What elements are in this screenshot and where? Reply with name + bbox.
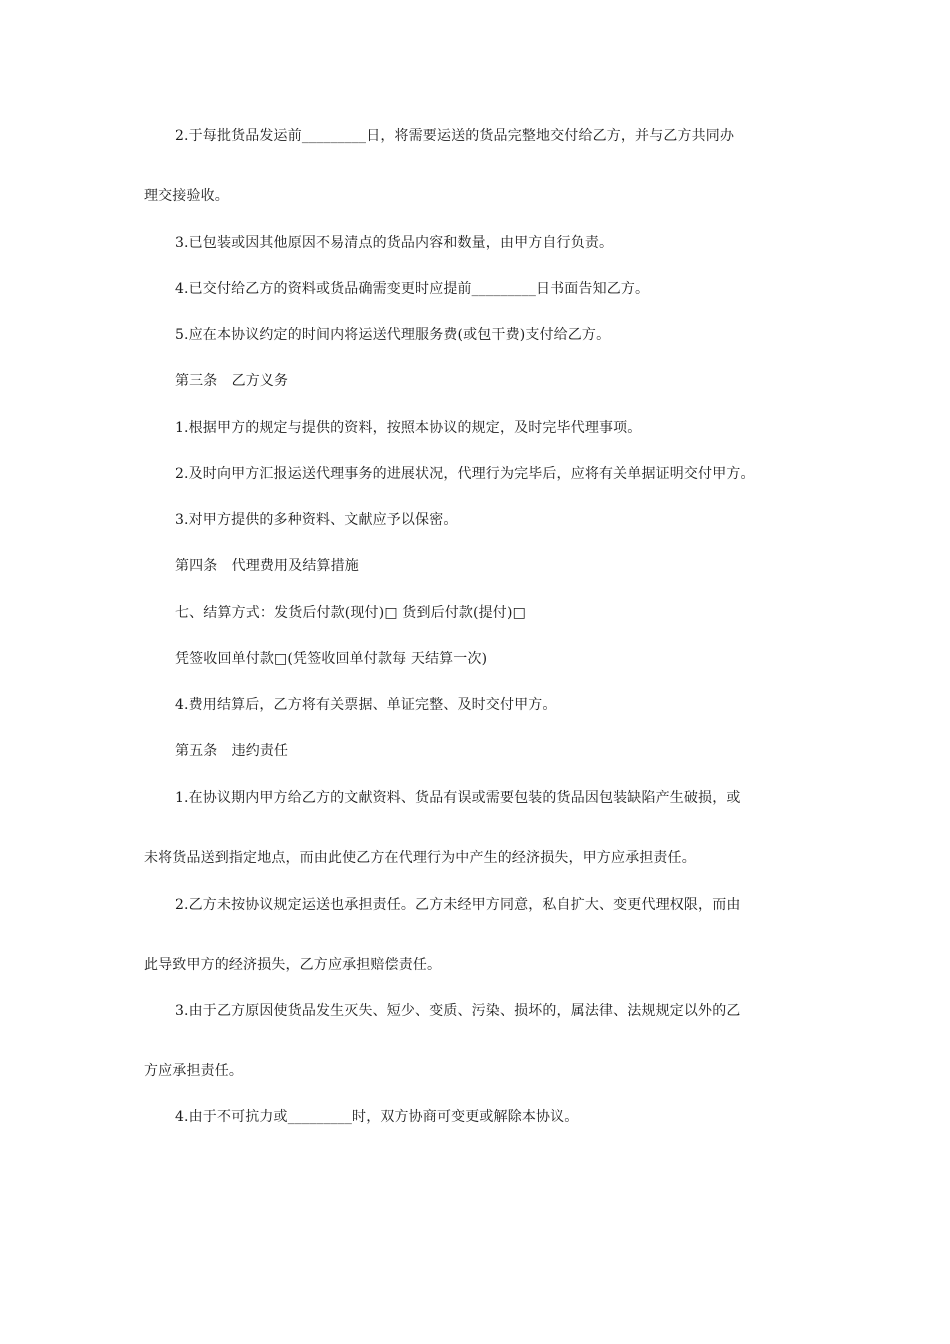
paragraph-liability-2-continued: 此导致甲方的经济损失，乙方应承担赔偿责任。 — [144, 957, 442, 973]
paragraph-obligation-2-continued: 理交接验收。 — [144, 188, 229, 204]
paragraph-liability-3: 3.由于乙方原因使货品发生灭失、短少、变质、污染、损坏的，属法律、法规规定以外的乙 — [175, 1003, 741, 1019]
paragraph-party-b-duty-2: 2.及时向甲方汇报运送代理事务的进展状况，代理行为完毕后，应将有关单据证明交付甲方。 — [175, 466, 755, 482]
paragraph-liability-2: 2.乙方未按协议规定运送也承担责任。乙方未经甲方同意，私自扩大、变更代理权限，而由 — [175, 897, 741, 913]
section-heading-article-3: 第三条 乙方义务 — [175, 373, 289, 389]
paragraph-obligation-3: 3.已包装或因其他原因不易清点的货品内容和数量，由甲方自行负责。 — [175, 235, 614, 251]
paragraph-party-b-duty-1: 1.根据甲方的规定与提供的资料，按照本协议的规定，及时完毕代理事项。 — [175, 420, 642, 436]
paragraph-party-b-duty-3: 3.对甲方提供的多种资料、文献应予以保密。 — [175, 512, 458, 528]
paragraph-obligation-5: 5.应在本协议约定的时间内将运送代理服务费(或包干费)支付给乙方。 — [175, 327, 611, 343]
paragraph-settlement-method: 七、结算方式：发货后付款(现付)□ 货到后付款(提付)□ — [175, 605, 526, 621]
paragraph-liability-4: 4.由于不可抗力或_________时，双方协商可变更或解除本协议。 — [175, 1109, 579, 1125]
paragraph-receipt-payment: 凭签收回单付款□(凭签收回单付款每 天结算一次) — [175, 651, 488, 667]
paragraph-liability-1-continued: 未将货品送到指定地点，而由此使乙方在代理行为中产生的经济损失，甲方应承担责任。 — [144, 850, 696, 866]
paragraph-fee-settlement-4: 4.费用结算后，乙方将有关票据、单证完整、及时交付甲方。 — [175, 697, 557, 713]
paragraph-obligation-4: 4.已交付给乙方的资料或货品确需变更时应提前_________日书面告知乙方。 — [175, 281, 650, 297]
paragraph-obligation-2: 2.于每批货品发运前_________日，将需要运送的货品完整地交付给乙方，并与乙方共同办 — [175, 128, 735, 144]
paragraph-liability-1: 1.在协议期内甲方给乙方的文献资料、货品有误或需要包装的货品因包装缺陷产生破损，或 — [175, 790, 741, 806]
section-heading-article-5: 第五条 违约责任 — [175, 743, 289, 759]
section-heading-article-4: 第四条 代理费用及结算措施 — [175, 558, 359, 574]
paragraph-liability-3-continued: 方应承担责任。 — [144, 1063, 244, 1079]
